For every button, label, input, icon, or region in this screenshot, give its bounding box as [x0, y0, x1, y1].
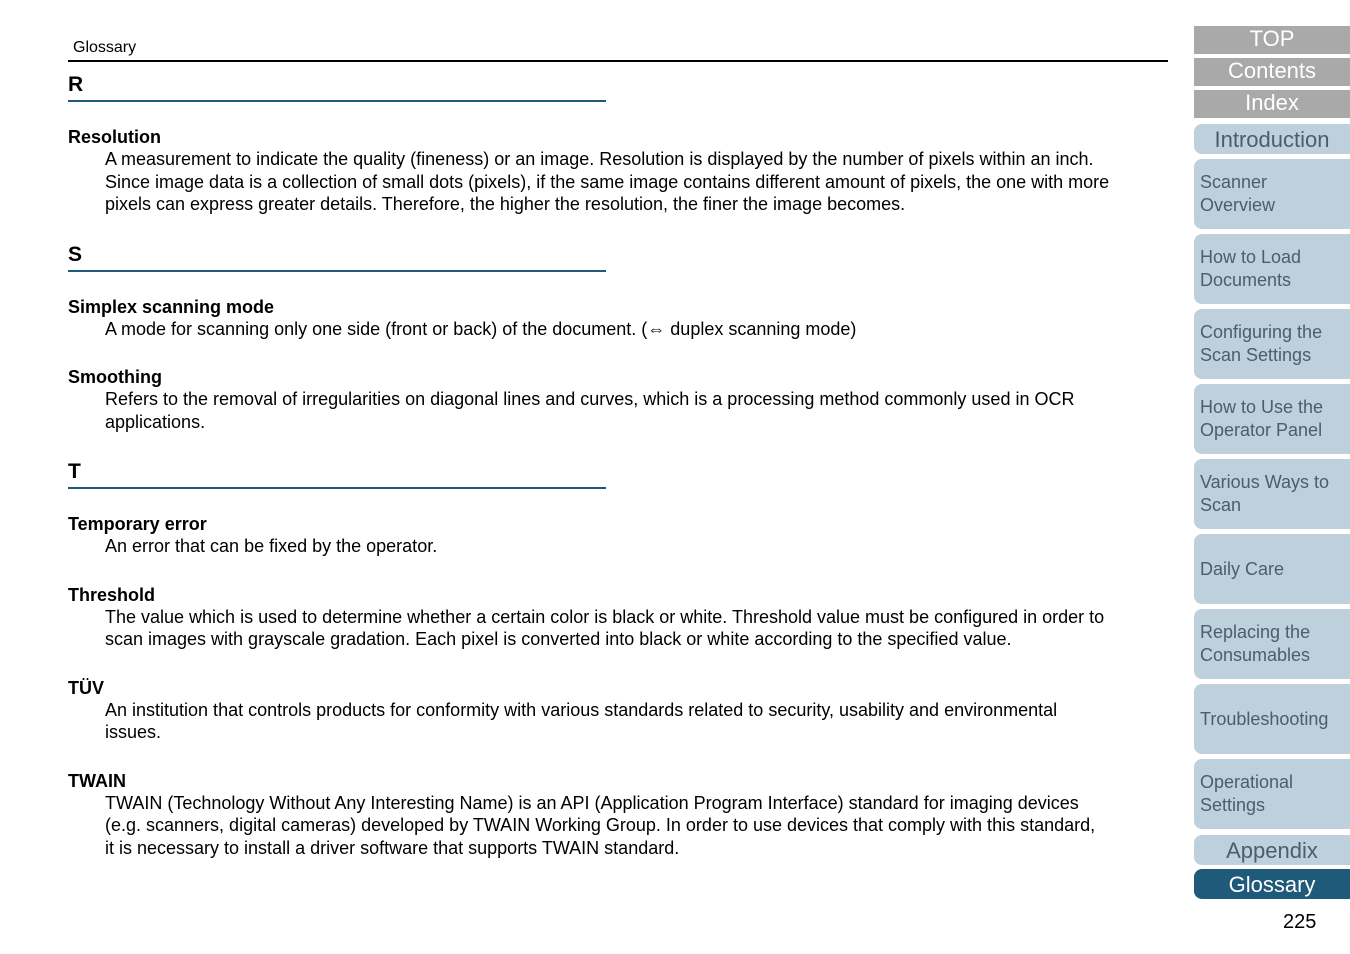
glossary-section	[68, 455, 1168, 859]
nav-tab-label	[1200, 396, 1323, 442]
glossary-definition	[68, 792, 1131, 860]
glossary-term: Smoothing	[68, 367, 162, 387]
definition-line: A mode for scanning only one side (front or back) of the document. (⇔ duplex scanning mode)	[105, 318, 857, 339]
nav-tab-scanner-overview[interactable]	[1194, 159, 1350, 229]
nav-tab-label	[1200, 558, 1284, 581]
glossary-term: Simplex scanning mode	[68, 296, 275, 317]
nav-tab-label-line: Settings	[1200, 795, 1266, 815]
glossary-entry	[68, 677, 1168, 744]
nav-tab-label	[1226, 839, 1318, 862]
glossary-definition	[68, 699, 1131, 744]
glossary-definition	[68, 148, 1131, 216]
definition-line: applications.	[105, 411, 206, 432]
nav-contents-button[interactable]: Contents	[1194, 58, 1350, 86]
definition-line: (e.g. scanners, digital cameras) developed by TWAIN Working Group. In order to use devices that comply with this standard,	[105, 815, 1096, 835]
page-header-title: Glossary	[73, 39, 137, 56]
glossary-entry	[68, 126, 1168, 216]
nav-tab-how-to-load-documents[interactable]	[1194, 234, 1350, 304]
glossary-term: Threshold	[68, 584, 156, 605]
nav-tab-label	[1200, 471, 1329, 517]
glossary-term: Resolution	[68, 127, 161, 147]
definition-line: A measurement to indicate the quality (fineness) or an image. Resolution is displayed by the number of pixels within an inch.	[105, 149, 1094, 169]
nav-top-button[interactable]: TOP	[1194, 26, 1350, 54]
glossary-section	[68, 238, 1168, 434]
glossary-definition	[68, 535, 1131, 558]
definition-line: it is necessary to install a driver software that supports TWAIN standard.	[105, 837, 680, 858]
nav-tab-label-line: Glossary	[1228, 871, 1316, 897]
nav-tab-configuring-the-scan-settings[interactable]	[1194, 309, 1350, 379]
nav-tab-label	[1200, 771, 1293, 817]
nav-tab-label-line: Introduction	[1214, 126, 1330, 152]
nav-tab-label-line: Appendix	[1226, 837, 1318, 863]
nav-tab-label	[1229, 873, 1316, 896]
nav-tab-label-line: Documents	[1200, 270, 1292, 290]
section-letter-heading: R	[68, 68, 606, 102]
glossary-definition	[68, 606, 1131, 651]
nav-tab-label-line: Various Ways to	[1200, 472, 1330, 492]
nav-tab-label-line: Operational	[1200, 772, 1294, 792]
nav-tab-appendix[interactable]	[1194, 835, 1350, 865]
definition-line: An error that can be fixed by the operator.	[105, 536, 438, 556]
nav-tab-label	[1200, 321, 1322, 367]
nav-tab-label-line: Configuring the	[1200, 322, 1323, 342]
glossary-term: Temporary error	[68, 514, 207, 534]
nav-tab-operational-settings[interactable]	[1194, 759, 1350, 829]
nav-tab-label-line: Scan Settings	[1200, 345, 1312, 365]
glossary-entry	[68, 770, 1168, 860]
header-rule	[68, 60, 1168, 62]
nav-tab-label	[1200, 171, 1275, 217]
definition-line: pixels can express greater details. Therefore, the higher the resolution, the finer the image becomes.	[105, 194, 906, 214]
glossary-section	[68, 68, 1168, 216]
glossary-definition	[68, 318, 1131, 341]
glossary-entry	[68, 513, 1168, 558]
nav-tab-introduction[interactable]	[1194, 124, 1350, 154]
glossary-entry	[68, 296, 1168, 341]
nav-tab-various-ways-to-scan[interactable]	[1194, 459, 1350, 529]
definition-line: issues.	[105, 722, 162, 742]
nav-tab-replacing-the-consumables[interactable]	[1194, 609, 1350, 679]
section-letter-heading: S	[68, 238, 606, 272]
definition-line: Refers to the removal of irregularities on diagonal lines and curves, which is a processing method commonly used in OCR	[105, 389, 1075, 409]
nav-tab-label-line: How to Load	[1200, 247, 1302, 267]
glossary-term: TWAIN	[68, 770, 126, 791]
nav-tab-label-line: Operator Panel	[1200, 420, 1323, 440]
nav-tab-daily-care[interactable]	[1194, 534, 1350, 604]
nav-tab-label-line: Scanner	[1200, 172, 1268, 192]
glossary-entry	[68, 366, 1168, 433]
nav-tab-label-line: Daily Care	[1200, 558, 1285, 579]
nav-tab-label-line: Replacing the	[1200, 622, 1311, 642]
definition-line: Since image data is a collection of small dots (pixels), if the same image contains different amount of pixels, the one with more	[105, 171, 1110, 192]
nav-tab-label	[1200, 246, 1301, 292]
glossary-term: TÜV	[68, 677, 104, 698]
glossary-entry	[68, 584, 1168, 651]
nav-tab-glossary[interactable]	[1194, 869, 1350, 899]
nav-tab-label-line: How to Use the	[1200, 397, 1324, 417]
glossary-content	[68, 68, 1168, 859]
nav-tab-troubleshooting[interactable]	[1194, 684, 1350, 754]
page-number: 225	[1283, 911, 1317, 933]
definition-line: scan images with grayscale gradation. Each pixel is converted into black or white according to the specified value.	[105, 629, 1012, 649]
nav-tab-how-to-use-the-operator-panel[interactable]	[1194, 384, 1350, 454]
nav-tab-label-line: Overview	[1200, 195, 1276, 215]
nav-tab-label-line: Consumables	[1200, 645, 1311, 665]
nav-tab-label	[1200, 621, 1310, 667]
glossary-definition	[68, 388, 1131, 433]
definition-line: An institution that controls products for conformity with various standards related to security, usability and environmental	[105, 699, 1058, 720]
nav-tab-label-line: Scan	[1200, 495, 1242, 515]
nav-index-button[interactable]: Index	[1194, 90, 1350, 118]
nav-tab-label-line: Troubleshooting	[1200, 708, 1329, 729]
section-letter-heading: T	[68, 455, 606, 489]
nav-tab-label	[1200, 708, 1328, 731]
nav-tab-label	[1215, 128, 1330, 151]
definition-line: The value which is used to determine whether a certain color is black or white. Threshold value must be configured in order to	[105, 606, 1105, 627]
definition-line: TWAIN (Technology Without Any Interesting Name) is an API (Application Program Interface) standard for imaging devices	[105, 792, 1079, 813]
